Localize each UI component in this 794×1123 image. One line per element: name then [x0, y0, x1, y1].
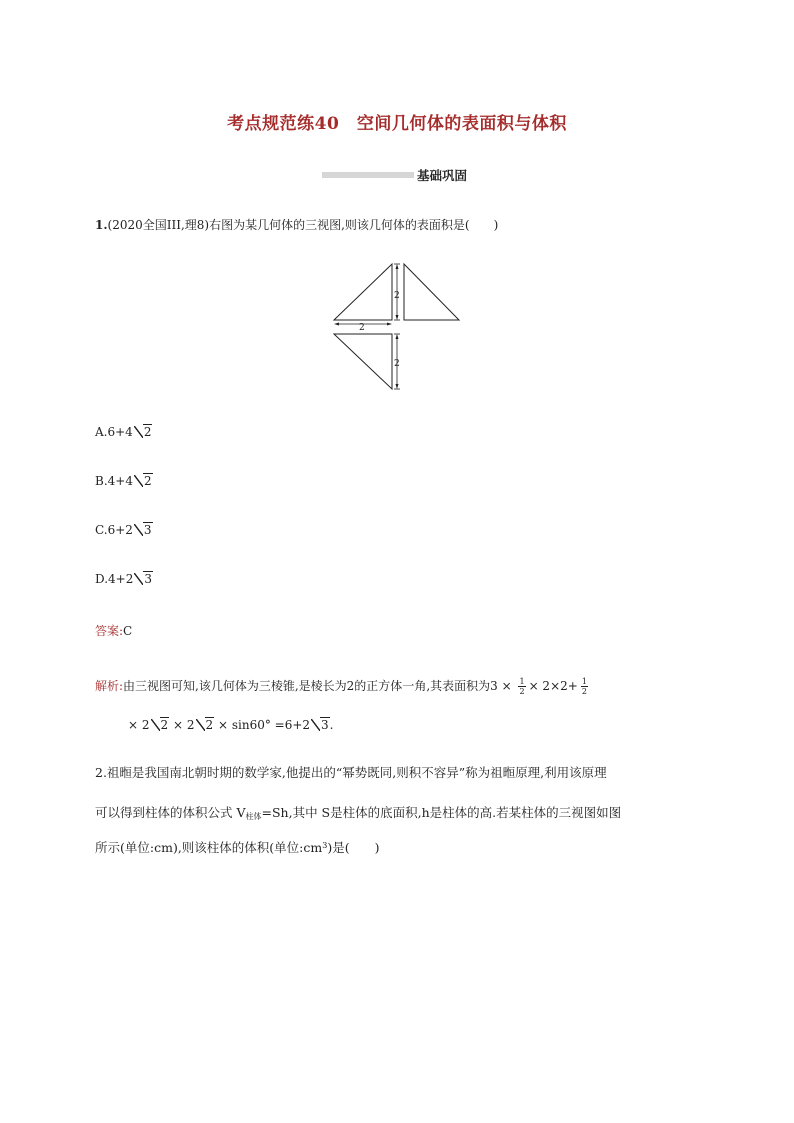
- analysis-line-2: [128, 718, 334, 732]
- option-a[interactable]: [95, 425, 152, 439]
- option-c[interactable]: [95, 523, 153, 537]
- sqrt-symbol: [134, 425, 153, 439]
- side-view-triangle: [404, 264, 459, 320]
- dim-label-base: 2: [359, 323, 365, 333]
- question-1-stem: [95, 216, 498, 233]
- fraction-numerator: 1: [519, 677, 525, 686]
- option-c-radicand: 3: [143, 523, 152, 537]
- q2-text-a: 可以得到柱体的体积公式 V: [95, 805, 246, 820]
- question-2-line-1: 2.祖暅是我国南北朝时期的数学家,他提出的“幂势既同,则积不容异”称为祖暅原理,利用该原理: [95, 765, 607, 780]
- q2-superscript: 3: [322, 841, 328, 850]
- question-2-line-2: [95, 803, 621, 822]
- question-2-line-3: [95, 838, 379, 856]
- analysis-term-1: × 2: [128, 718, 150, 732]
- answer-value: C: [123, 624, 133, 638]
- page-title: 考点规范练40 空间几何体的表面积与体积: [227, 114, 567, 134]
- analysis-text: 由三视图可知,该几何体为三棱锥,是棱长为2的正方体一角,其表面积为3 ×: [123, 679, 512, 693]
- q2-text-d: )是( ): [327, 840, 380, 855]
- analysis-mid: × 2×2+: [528, 679, 578, 693]
- analysis-term-2: × 2: [172, 718, 195, 732]
- question-1-text: (2020全国III,理8)右图为某几何体的三视图,则该几何体的表面积是( ): [107, 218, 499, 232]
- radicand: 3: [321, 718, 329, 732]
- analysis-tag: 解析:: [95, 679, 124, 693]
- fraction-denominator: 2: [519, 687, 525, 696]
- q2-subscript: 柱体: [245, 812, 262, 821]
- fraction-denominator: 2: [581, 687, 587, 696]
- option-b-radicand: 2: [143, 474, 152, 488]
- dim-label-side-top: 2: [394, 291, 400, 301]
- q2-text-b: =Sh,其中 S是柱体的底面积,h是柱体的高.若某柱体的三视图如图: [261, 805, 622, 820]
- fraction-numerator: 1: [581, 677, 587, 686]
- option-a-radicand: 2: [143, 425, 152, 439]
- question-1-number: 1.: [95, 218, 108, 232]
- front-view-triangle: [334, 264, 392, 320]
- radicand: 2: [160, 718, 169, 732]
- fraction-half: [518, 677, 525, 696]
- option-b-prefix: B.4+4: [95, 474, 133, 488]
- option-b[interactable]: [95, 474, 153, 488]
- analysis-term-3: × sin60° =6+2: [217, 718, 311, 732]
- q2-text-c: 所示(单位:cm),则该柱体的体积(单位:cm: [95, 840, 323, 855]
- sqrt-symbol: [196, 718, 215, 732]
- sqrt-symbol: [134, 474, 153, 488]
- option-d-prefix: D.4+2: [95, 572, 134, 586]
- analysis-end: .: [329, 718, 334, 732]
- answer-line: [95, 622, 132, 639]
- sqrt-symbol: [151, 718, 170, 732]
- option-d[interactable]: [95, 572, 153, 586]
- fraction-half: [581, 677, 588, 696]
- option-a-prefix: A.6+4: [95, 425, 133, 439]
- three-view-diagram: [330, 260, 470, 395]
- radicand: 2: [205, 718, 214, 732]
- answer-tag: 答案:: [95, 624, 124, 638]
- option-c-prefix: C.6+2: [95, 523, 133, 537]
- sqrt-symbol: [311, 718, 330, 732]
- option-d-radicand: 3: [144, 572, 152, 586]
- sqrt-symbol: [134, 572, 153, 586]
- section-label: 基础巩固: [417, 168, 468, 183]
- section-bar: [322, 172, 414, 178]
- top-view-triangle: [334, 334, 392, 389]
- sqrt-symbol: [134, 523, 153, 537]
- analysis-line-1: [95, 677, 591, 696]
- dim-label-side-bottom: 2: [394, 359, 400, 369]
